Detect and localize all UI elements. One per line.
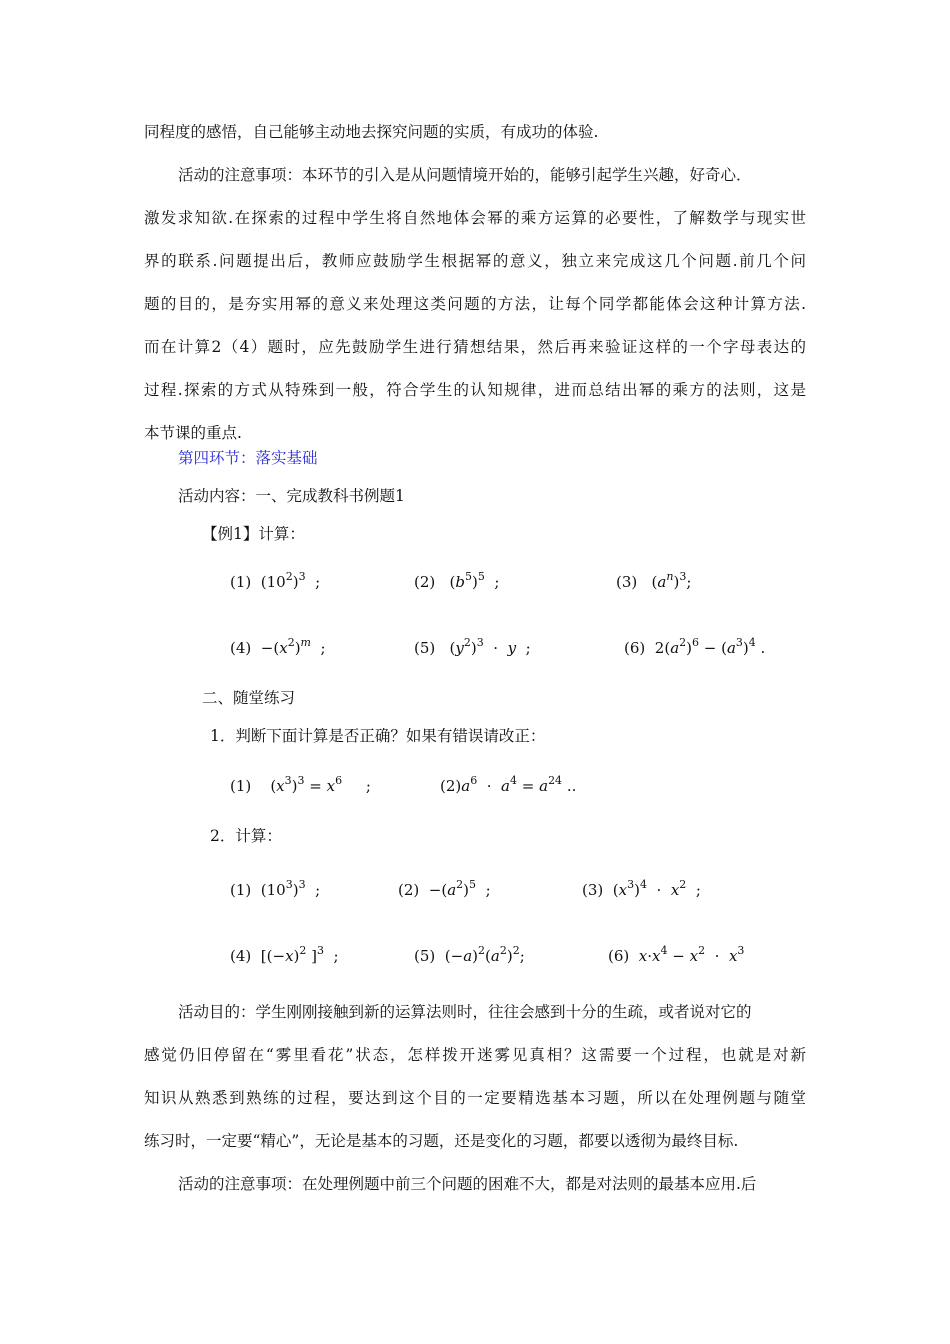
paragraph-line: 界的联系.问题提出后，教师应鼓励学生根据幂的意义，独立来完成这几个问题.前几个问 bbox=[144, 252, 806, 270]
activity-content: 活动内容：一、完成教科书例题1 bbox=[178, 487, 405, 505]
example-label: 【例1】计算： bbox=[202, 525, 305, 543]
paragraph-line: 过程.探索的方式从特殊到一般，符合学生的认知规律，进而总结出幂的乘方的法则，这是 bbox=[144, 381, 806, 399]
question-1-item-1: (1) $(x^3)^3 = x^6$ ; bbox=[230, 774, 371, 795]
paragraph-line: 题的目的，是夯实用幂的意义来处理这类问题的方法，让每个同学都能体会这种计算方法. bbox=[144, 295, 806, 313]
question-2-item-5: (5) $(-a)^2(a^2)^2$; bbox=[414, 944, 525, 965]
example-item-3: (3) $(a^n)^3$; bbox=[616, 570, 692, 591]
purpose-line: 练习时，一定要“精心”，无论是基本的习题，还是变化的习题，都要以透彻为最终目标. bbox=[144, 1132, 739, 1150]
question-1-item-2: $(2)a^6 \cdot a^4 = a^{24}$ .. bbox=[440, 774, 577, 795]
question-2-item-6: (6) $x\cdot x^4 - x^2 \cdot x^3$ bbox=[608, 944, 745, 965]
paragraph-line: 激发求知欲.在探索的过程中学生将自然地体会幂的乘方运算的必要性，了解数学与现实世 bbox=[144, 209, 806, 227]
purpose-line: 活动的注意事项：在处理例题中前三个问题的困难不大，都是对法则的最基本应用.后 bbox=[178, 1175, 757, 1193]
question-2-item-3: (3) $(x^3)^4 \cdot x^2$ ; bbox=[582, 878, 701, 899]
section-heading: 第四环节：落实基础 bbox=[178, 449, 318, 467]
question-2-item-4: (4) [$(-x)^2$ ]$^3$ ; bbox=[230, 944, 339, 965]
paragraph-line: 同程度的感悟，自己能够主动地去探究问题的实质，有成功的体验. bbox=[144, 123, 599, 141]
paragraph-line: 本节课的重点. bbox=[144, 424, 242, 442]
question-2-item-1: (1) $(10^3)^3$ ; bbox=[230, 878, 321, 899]
purpose-line: 活动目的：学生刚刚接触到新的运算法则时，往往会感到十分的生疏，或者说对它的 bbox=[178, 1003, 752, 1021]
paragraph-line: 活动的注意事项：本环节的引入是从问题情境开始的，能够引起学生兴趣，好奇心． bbox=[178, 166, 752, 184]
example-item-2: (2) $(b^5)^5$ ; bbox=[414, 570, 500, 591]
practice-heading: 二、随堂练习 bbox=[202, 689, 296, 707]
purpose-line: 知识从熟悉到熟练的过程，要达到这个目的一定要精选基本习题，所以在处理例题与随堂 bbox=[144, 1089, 806, 1107]
question-1-title: 1．判断下面计算是否正确？如果有错误请改正： bbox=[210, 727, 546, 745]
example-item-4: $(4) -(x^2)^m$ ; bbox=[230, 636, 326, 657]
question-2-title: 2．计算： bbox=[210, 827, 282, 845]
purpose-line: 感觉仍旧停留在“雾里看花”状态，怎样拨开迷雾见真相？这需要一个过程，也就是对新 bbox=[144, 1046, 806, 1064]
example-item-1: (1) $(10^2)^3$ ; bbox=[230, 570, 321, 591]
example-item-5: (5) $(y^2)^3 \cdot y$ ; bbox=[414, 636, 531, 657]
paragraph-line: 而在计算2（4）题时，应先鼓励学生进行猜想结果，然后再来验证这样的一个字母表达的 bbox=[144, 338, 806, 356]
example-item-6: (6) $2(a^2)^6 - (a^3)^4$ . bbox=[624, 636, 766, 657]
question-2-item-2: $(2) -(a^2)^5$ ; bbox=[398, 878, 491, 899]
